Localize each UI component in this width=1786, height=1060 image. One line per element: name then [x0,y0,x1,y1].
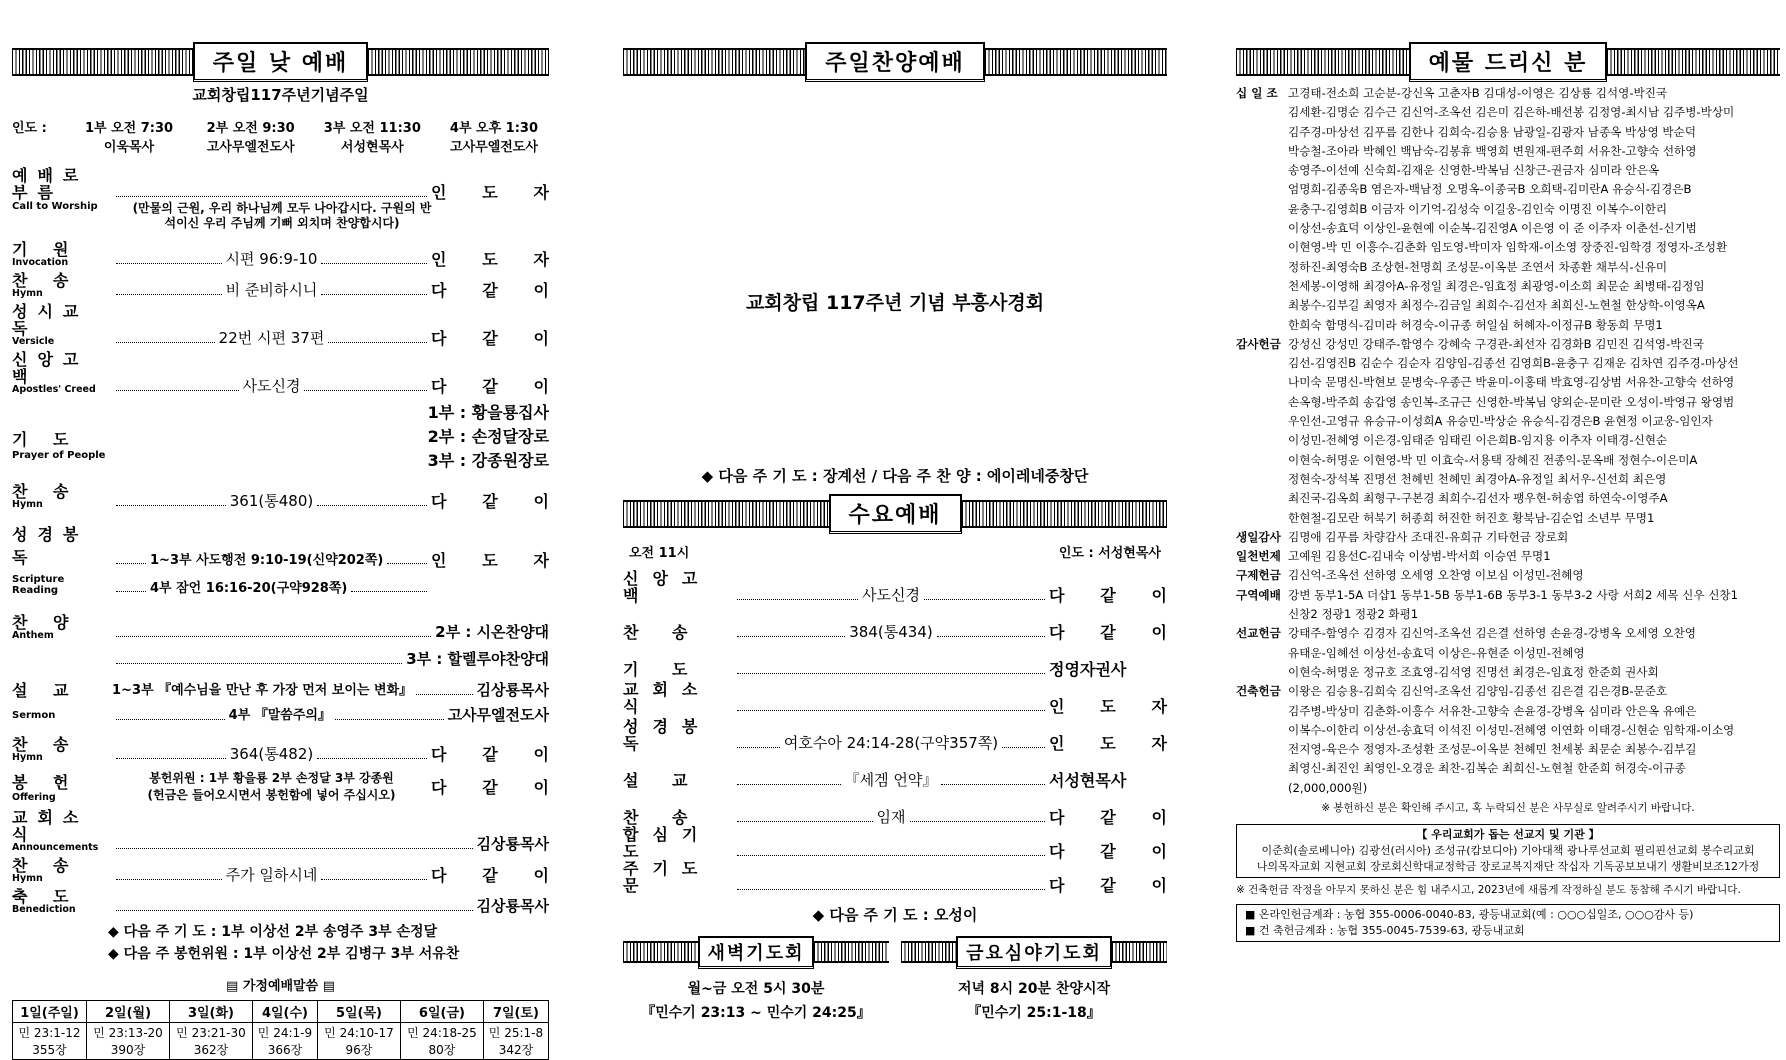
giver-line: 강성신 강성민 강태주-함영수 강혜숙 구경관-최선자 김경화B 김민진 김석영-박진국 [1288,336,1704,351]
giver-line: 최영신-최진인 최영인-오경운 최찬-김복순 최희신-노현철 한준희 허경숙-이규종 [1288,761,1686,776]
giver-group-label: 생일감사 [1236,529,1281,544]
item-text: 주가 일하시네 [225,866,318,884]
item-right: 인 도 자 [1049,697,1167,716]
day-hymn: 390장 [110,1043,146,1057]
sermon-preacher: 고사무엘전도사 [447,706,549,724]
wed-order-list [623,567,1167,894]
offering-note: (헌금은 들어오시면서 봉헌함에 넣어 주십시오) [147,788,396,802]
section-header [12,44,549,80]
item-text: 사도신경 [242,377,301,395]
giver-line: 이현영-박 민 이흥수-김춘화 임도영-박미자 임학재-이소영 장중진-임학경 정영자-조성환 [1288,240,1728,255]
day-header: 4일(수) [252,1001,317,1023]
giver-line: 김주병-박상미 김춘화-이흥수 서유찬-고향숙 손윤경-강병옥 심미라 안은옥 유예은 [1288,703,1697,718]
anthem-line: 2부 : 시온찬양대 [435,623,549,641]
item-right: 다 같 이 [1049,842,1167,861]
order-item [623,826,1167,860]
friday-time: 저녁 8시 20분 찬양시작 [957,981,1111,997]
giver-group [1236,84,1780,335]
giver-line: 박승철-조아라 박혜인 백남숙-김봉휴 백영희 변원재-편주희 서유찬-고향숙 선하영 [1288,143,1697,158]
giver-line: 손옥형-박주희 송갑영 송인복-조규근 신영한-박복님 양외순-문미란 오성이-박영규 왕영범 [1288,394,1735,409]
giver-line: 고경태-전소희 고순분-강신옥 고춘자B 김대성-이영은 김상룡 김석영-박진국 [1288,86,1668,100]
item-text: 시편 96:9-10 [225,250,318,268]
order-item [12,809,549,853]
order-item-prayer [12,401,549,473]
giver-line: 이현숙-허명운 정규호 조효영-김석영 진명선 최경은-임효정 한준희 권사회 [1288,664,1659,679]
giver-line: 최봉수-김부길 최영자 최정수-김금일 최희수-김선자 최희신-노현철 한상학-이영옥A [1288,298,1705,313]
giver-group [1236,528,1780,547]
item-right: 서성현목사 [1049,771,1127,790]
order-item [12,483,549,510]
giver-line: 정현숙-장석복 진명선 천혜빈 천혜민 최경아A-유정일 최서우-신선희 최은영 [1288,471,1667,486]
item-sub: Hymn [12,288,43,299]
item-right: 김상룡목사 [476,835,549,853]
day-header: 5일(목) [317,1001,400,1023]
service-time: 4부 오후 1:30 [449,121,539,136]
item-sub: Hymn [12,752,43,763]
order-item [12,857,549,884]
item-text: 비 준비하시니 [225,281,318,299]
bank-account: ■ 온라인헌금계좌 : 농협 355-0006-0040-83, 광등내교회(예 : ○○○십일조, ○○○감사 등) [1245,907,1694,921]
item-label: 찬 송 [12,482,79,501]
item-sub: Sermon [12,710,56,721]
item-label: 주기도문 [623,859,712,895]
item-right: 인 도 자 [431,550,549,570]
sermon-preacher: 김상룡목사 [476,681,549,699]
giver-line: 나미숙 문명신-박현보 문병숙-우종근 박윤미-이홍태 박효영-김상범 서유찬-고향숙 선하영 [1288,375,1735,390]
day-verse: 민 23:21-30 [176,1026,246,1040]
item-label: 합심기도 [623,825,712,861]
section-title: 주일 낮 예배 [193,42,369,82]
item-sub: Apostles' Creed [12,384,96,395]
giver-line: (2,000,000원) [1288,780,1368,795]
giver-line: 우인선-고영규 유승규-이성희A 유승민-박상순 유승식-김경은B 윤현정 이교웅-임인자 [1288,414,1713,429]
item-text: 384(통434) [849,623,933,641]
order-item [623,641,1167,678]
dawn-time: 월~금 오전 5시 30분 [687,981,825,997]
dawn-text: 『민수기 23:13 ~ 민수기 24:25』 [641,1005,871,1021]
item-sub: Anthem [12,630,54,641]
service-leader: 고사무엘전도사 [450,140,538,155]
next-week-offering: ◆ 다음 주 봉헌위원 : 1부 이상선 2부 김병구 3부 서유찬 [108,946,460,962]
item-text: 여호수아 24:14-28(구약357쪽) [783,734,999,752]
giver-line: 김명애 김푸름 차량감사 조대진-유희규 기타헌금 장로회 [1288,529,1569,544]
order-item-anthem [12,614,549,668]
next-week-prayer: ◆ 다음 주 기 도 : 1부 이상선 2부 송영주 3부 손정달 [108,924,438,940]
item-sub: Benediction [12,904,76,915]
giver-line: 윤충구-김영희B 이금자 이기억-김성숙 이길웅-김인숙 이명진 이복수-이한리 [1288,201,1668,216]
order-item [12,272,549,299]
giver-group-label: 구제헌금 [1236,568,1281,583]
service-time: 3부 오전 11:30 [323,121,421,136]
item-right: 다 같 이 [431,377,549,396]
giver-line: 이성민-전혜영 이은경-임태준 임태린 이은희B-임지용 이추자 이태경-신현순 [1288,433,1668,448]
item-sub: Versicle [12,336,55,347]
order-item [623,715,1167,752]
order-item-scripture [12,522,549,596]
item-label: 찬 송 [623,808,702,827]
giver-group-label: 건축헌금 [1236,684,1281,699]
item-right: 다 같 이 [1049,623,1167,642]
family-worship-title: ▤ 가정예배말씀 ▤ [226,979,335,994]
day-header: 6일(금) [400,1001,483,1023]
day-verse: 민 24:10-17 [324,1026,394,1040]
prayer-line: 3부 : 강종원장로 [427,451,549,470]
giver-group-label: 십 일 조 [1236,86,1278,100]
item-text: 361(통480) [229,492,314,510]
giver-line: 김주경-마상선 김푸름 김한나 김희숙-김승용 남광일-김광자 남종옥 박상영 박순덕 [1288,124,1696,139]
day-hymn: 96장 [345,1043,373,1057]
giver-group [1236,682,1780,798]
day-verse: 민 23:1-12 [18,1026,81,1040]
item-sub: Announcements [12,842,99,853]
item-right: 인 도 자 [1049,734,1168,753]
order-item [623,604,1167,641]
item-sub: Hymn [12,873,43,884]
item-label: 찬 송 [623,623,702,642]
bank-account: ■ 건 축헌금계좌 : 농협 355-0045-7539-63, 광등내교회 [1245,923,1525,937]
giver-group [1236,547,1780,566]
item-right: 인 도 자 [431,250,549,269]
service-times [12,117,549,155]
section-header [1236,44,1780,80]
mission-line: 이준희(솔로베니아) 김광선(러시아) 조성규(캄보디아) 기아대책 광나루선교회 필리핀선교회 봉수리교회 [1261,843,1755,857]
giver-line: 한현철-김모란 허북기 허종희 허진한 허진호 황북남-김순업 소년부 무명1 [1288,510,1655,525]
item-note: (만물의 근원, 우리 하나님께 모두 나아갑시다. 구원의 반석이신 우리 주님께 기뻐 외치며 찬양합시다) [132,201,432,230]
order-item [12,736,549,763]
bank-box [1236,904,1780,942]
day-hymn: 366장 [267,1043,303,1057]
item-right: 다 같 이 [1049,808,1168,827]
service-time: 1부 오전 7:30 [84,121,174,136]
order-item-offering [12,769,549,803]
giver-line: 김세환-김명순 김수근 김신억-조옥선 김은미 김은하-배선봉 김정영-최시남 김주병-박상미 [1288,105,1735,120]
giver-line: 김신억-조옥선 선하영 오세영 오찬영 이보심 이성민-전혜영 [1288,568,1584,583]
day-header: 1일(주일) [13,1001,87,1023]
item-label: 찬 송 [12,271,79,290]
section-title: 주일찬양예배 [805,42,985,82]
order-item [623,678,1167,715]
item-label: 기 도 [623,660,702,679]
giver-line: 엄명희-김종욱B 염은자-백남정 오명옥-이종국B 오희택-김미란A 유승식-김경은B [1288,182,1692,197]
mission-box [1236,824,1780,878]
item-label: 설 교 [623,771,702,790]
item-sub: Offering [12,791,56,803]
item-text: 4부 잠언 16:16-20(구약928쪽) [150,581,348,596]
item-sub: Call to Worship [12,201,98,212]
giver-line: 이현숙-허명운 이현영-박 민 이효숙-서용택 장혜진 전종익-문옥배 정현수-이은미A [1288,452,1698,467]
giver-line: 유태운-임혜선 이상선-송효덕 이상은-유현준 이성민-전혜영 [1288,645,1585,660]
item-sub: Invocation [12,257,69,268]
item-label: 신앙고백 [623,569,712,605]
column-evening-worship [623,44,1167,1025]
order-item [12,888,549,915]
column-offerings [1236,44,1780,942]
giver-line: 강태주-함영수 김경자 김신억-조옥선 김은결 선하영 손윤경-강병옥 오세영 오찬영 [1288,626,1696,641]
item-label: 성경봉독 [12,525,89,567]
day-header: 7일(토) [483,1001,548,1023]
item-label: 성시교독 [12,302,89,338]
giver-line: 정하진-최영숙B 조상현-천명희 조성문-이옥분 조연서 차종환 채부식-신유미 [1288,259,1668,274]
day-hymn: 362장 [193,1043,229,1057]
giver-line: 천세봉-이영해 최경아A-유정일 최경은-임효정 최광영-이소희 최문순 최병태-김정임 [1288,278,1705,293]
item-label: 봉 헌 [12,772,79,792]
day-hymn: 80장 [428,1043,456,1057]
item-label: 교회소식 [623,680,712,716]
item-right: 인 도 자 [431,183,549,202]
service-leader: 서성현목사 [340,140,404,155]
item-label: 찬 양 [12,613,79,632]
leader-label: 인도 : [12,121,47,136]
item-sub: Prayer of People [12,450,106,461]
day-verse: 민 25:1-8 [488,1026,544,1040]
item-right: 다 같 이 [431,329,550,348]
dawn-title: 새벽기도회 [698,936,815,969]
item-sub: Hymn [12,499,43,510]
section-header [623,496,1167,532]
next-week-line: ◆ 다음 주 기 도 : 장계선 / 다음 주 찬 양 : 에이레네중창단 [701,467,1089,485]
item-label: 성경봉독 [623,717,712,753]
item-right: 다 같 이 [1049,876,1167,895]
wed-next-prayer: ◆ 다음 주 기 도 : 오성이 [812,906,978,924]
giver-group [1236,586,1780,625]
offering-text: 봉헌위원 : 1부 황을룡 2부 손정달 3부 강종원 [149,771,394,785]
order-item [623,567,1167,604]
item-label: 찬 송 [12,856,79,875]
item-text: 364(통482) [229,745,314,763]
giver-line: 김선-김영진B 김순수 김순자 김양임-김종선 김영희B-윤충구 김재운 김차연 김주경-마상선 [1288,356,1739,371]
giver-line: 고예원 김용선C-김내숙 이상범-박서희 이승연 무명1 [1288,549,1551,564]
item-right: 다 같 이 [431,492,549,511]
item-right: 정영자권사 [1049,660,1127,679]
giver-line: 송영주-이선예 신숙희-김재운 신영한-박복님 신창근-권금자 심미라 안은옥 [1288,163,1660,178]
item-sub: Scripture Reading [12,574,65,596]
wed-time: 오전 11시 [629,546,690,561]
order-item [12,241,549,268]
order-item [12,303,549,347]
mission-title: 【 우리교회가 돕는 선교지 및 기관 】 [1416,827,1600,841]
giver-line: 강변 동부1-5A 더샵1 동부1-5B 동부1-6B 동부3-1 동부3-2 사랑 서희2 세목 신우 신창1 [1288,587,1738,602]
item-right: 다 같 이 [431,281,549,300]
item-right: 다 같 이 [431,745,549,764]
day-verse: 민 24:1-9 [257,1026,313,1040]
item-label: 축 도 [12,887,79,906]
item-label: 예배로부름 [12,166,89,202]
giver-line: 신창2 정광1 정광2 화평1 [1288,607,1419,622]
order-item-sermon [12,682,549,724]
item-right: 다 같 이 [431,777,549,797]
giver-group-label: 일천번제 [1236,549,1281,564]
day-verse: 민 23:13-20 [93,1026,163,1040]
giver-line: 한희숙 함명식-김미라 허경숙-이규종 허일심 허혜자-이정규B 황동희 무명1 [1288,317,1663,332]
item-label: 신앙고백 [12,350,89,386]
service-subtitle: 교회창립117주년기념주일 [192,86,369,104]
giver-line: 최진국-김옥희 최형구-구본경 최희수-김선자 팽우현-허송엽 하연숙-이영주A [1288,491,1668,506]
day-hymn: 342장 [498,1043,534,1057]
section-header [623,44,1167,80]
giver-line: 이왕은 김승용-김희숙 김신억-조옥선 김양임-김종선 김은결 김은경B-문준호 [1288,684,1668,699]
giver-line: 이상선-송효덕 이상인-윤현예 이순복-김진영A 이은영 이 준 이주자 이춘선-신기범 [1288,221,1697,236]
wed-leader: 인도 : 서성현목사 [1058,546,1161,561]
prayer-line: 1부 : 황을룡집사 [427,403,549,422]
service-leader: 고사무엘전도사 [206,140,295,155]
item-label: 기 원 [12,240,79,259]
service-time: 2부 오전 9:30 [206,121,295,136]
item-text: 22번 시편 37편 [218,329,325,347]
giver-group [1236,624,1780,682]
sermon-title: 1~3부 『예수님을 만난 후 가장 먼저 보이는 변화』 [112,683,413,698]
item-right: 다 같 이 [431,866,549,885]
friday-title: 금요심야기도회 [956,936,1112,969]
giver-group-label: 감사헌금 [1236,336,1281,351]
friday-text: 『민수기 25:1-18』 [967,1005,1101,1021]
givers-list [1236,84,1780,798]
prayer-line: 2부 : 손정달장로 [427,427,549,446]
day-verse: 민 24:18-25 [407,1026,477,1040]
order-item [12,167,549,231]
notice: ※ 봉헌하신 분은 확인해 주시고, 혹 누락되신 분은 사무실로 알려주시기 바랍니다. [1321,801,1695,814]
item-label: 기 도 [12,430,79,449]
family-worship-table [12,1000,549,1060]
service-leader: 이욱목사 [103,140,155,155]
order-item [623,860,1167,894]
sermon-title: 4부 『말씀주의』 [228,708,331,723]
item-text: 임재 [876,808,906,826]
item-text: 1~3부 사도행전 9:10-19(신약202쪽) [150,553,384,568]
day-header: 2일(월) [87,1001,170,1023]
giver-line: 이복수-이한리 이상선-송효덕 이석진 이성민-전혜영 이연화 이태경-신현순 임학재-이소영 [1288,722,1735,737]
item-label: 교회소식 [12,808,89,844]
giver-group [1236,566,1780,585]
item-right: 김상룡목사 [476,897,549,915]
item-text: 『세겜 언약』 [844,771,938,789]
giver-line: 전지영-육은수 정영자-조성환 조성문-이옥분 천혜민 천세봉 최문순 최봉수-김부길 [1288,742,1697,757]
section-title: 수요예배 [829,494,962,534]
item-right: 다 같 이 [1049,586,1167,605]
anthem-line: 3부 : 할렐루야찬양대 [406,650,549,668]
section-title: 예물 드리신 분 [1409,42,1608,82]
item-text: 사도신경 [862,586,920,604]
mission-line: 나의목자교회 지현교회 장로회신학대교정학금 장로교복지재단 작십자 기독공보보내기 생활비보조12가정 [1256,859,1760,873]
building-note: ※ 건축헌금 작정을 아무지 못하신 분은 힘 내주시고, 2023년에 새롭게 작정하실 분도 동참해 주시기 바랍니다. [1236,883,1741,896]
order-item [12,351,549,395]
order-item [623,752,1167,789]
giver-group-label: 선교헌금 [1236,626,1281,641]
item-label: 찬 송 [12,735,79,754]
giver-group-label: 구역예배 [1236,587,1281,602]
column-sunday-worship [12,44,549,1060]
item-label: 설 교 [12,681,79,700]
day-hymn: 355장 [32,1043,67,1057]
order-item [623,789,1167,826]
revival-title: 교회창립 117주년 기념 부흥사경회 [745,292,1045,314]
giver-group [1236,335,1780,528]
day-header: 3일(화) [169,1001,252,1023]
